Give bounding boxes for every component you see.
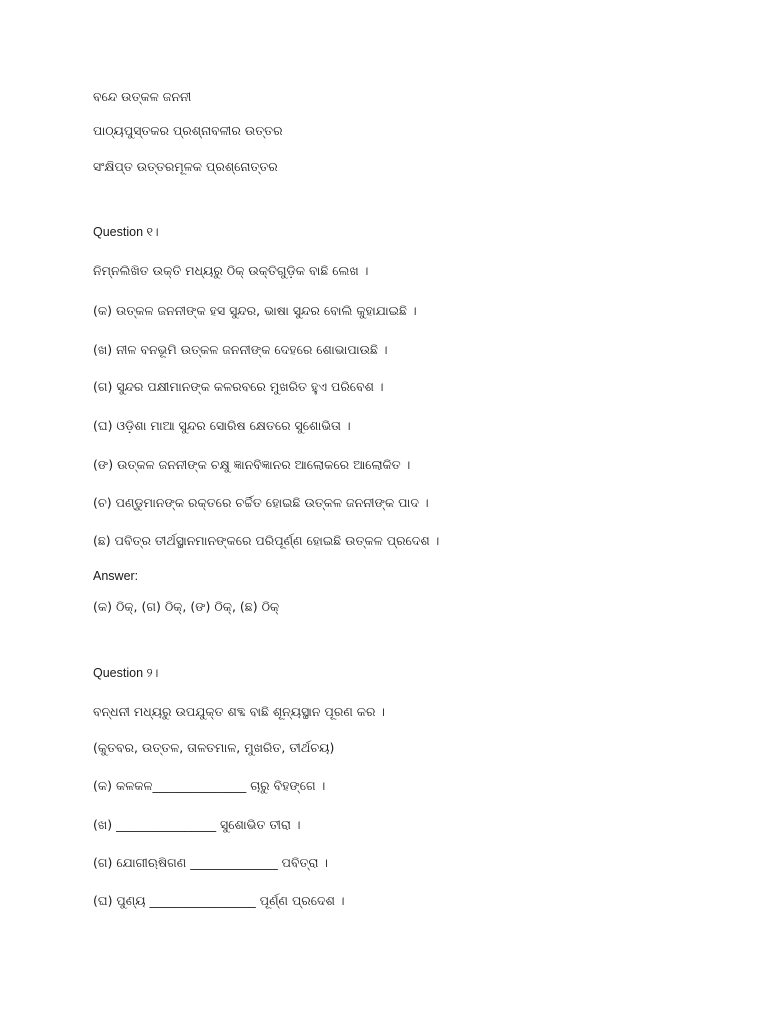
question-1-answer-label: Answer:	[93, 569, 139, 583]
question-2-instruction: ବନ୍ଧନୀ ମଧ୍ୟରୁ ଉପଯୁକ୍ତ ଶବ୍ଦ ବାଛି ଶୂନ୍ୟସ୍ଥାନ ପୂରଣ କର ।	[93, 704, 386, 719]
question-1-option-cha: (ଚ) ପଣ୍ଡୁମାନଙ୍କ ରକ୍ତରେ ଚର୍ଚ୍ଚିତ ହୋଇଛି ଉତ୍କଳ ଜନନୀଙ୍କ ପାଦ ।	[93, 495, 429, 510]
question-1-option-ga: (ଗ) ସୁନ୍ଦର ପକ୍ଷୀମାନଙ୍କ କଳରବରେ ମୁଖରିତ ହୁଏ ପରିବେଶ ।	[93, 379, 384, 394]
question-1-instruction: ନିମ୍ନଲିଖିତ ଉକ୍ତି ମଧ୍ୟରୁ ଠିକ୍ ଉକ୍ତିଗୁଡ଼ିକ ବାଛି ଲେଖ ।	[93, 263, 369, 278]
question-1-option-gha: (ଘ) ଓଡ଼ିଶା ମାଆ ସୁନ୍ଦର ସୋରିଷ କ୍ଷେତରେ ସୁଶୋଭିତା ।	[93, 418, 351, 433]
question-2-blank-ka: (କ) କଳକଳ_______________ ଚାରୁ ବିହଙ୍ଗେ ।	[93, 778, 326, 793]
question-1-option-chha: (ଛ) ପବିତ୍ର ତୀର୍ଥସ୍ଥାନମାନଙ୍କରେ ପରିପୂର୍ଣ୍ଣ ହୋଇଛି ଉତ୍କଳ ପ୍ରଦେଶ ।	[93, 533, 440, 548]
question-1-label: Question ୧।	[93, 225, 159, 239]
question-2-blank-gha: (ଘ) ପୁଣ୍ୟ _________________ ପୂର୍ଣ୍ଣ ପ୍ରଦେଶ ।	[93, 893, 345, 908]
question-1-answer: (କ) ଠିକ୍, (ଗ) ଠିକ୍, (ଙ) ଠିକ୍, (ଛ) ଠିକ୍	[93, 599, 280, 614]
question-2-blank-kha: (ଖ) ________________ ସୁଶୋଭିତ ତୀରା ।	[93, 817, 301, 832]
question-2-label: Question ୨।	[93, 666, 159, 680]
question-1-option-kha: (ଖ) ନୀଳ ବନଭୂମି ଉତ୍କଳ ଜନନୀଙ୍କ ଦେହରେ ଶୋଭାପାଉଛି ।	[93, 342, 388, 357]
poem-title: ବନ୍ଦେ ଉତ୍କଳ ଜନନୀ	[93, 89, 192, 104]
question-1-option-ka: (କ) ଉତ୍କଳ ଜନନୀଙ୍କ ହସ ସୁନ୍ଦର, ଭାଷା ସୁନ୍ଦର ବୋଲି କୁହାଯାଇଛି ।	[93, 303, 417, 318]
section-heading: ସଂକ୍ଷିପ୍ତ ଉତ୍ତରମୂଳକ ପ୍ରଶ୍ନୋତ୍ତର	[93, 159, 278, 174]
question-2-blank-ga: (ଗ) ଯୋଗୀଋଷିଗଣ ______________ ପବିତ୍ରା ।	[93, 855, 328, 870]
question-2-word-choices: (କୁତବର, ଉତ୍ତଳ, ତାଳତମାଳ, ମୁଖରିତ, ତୀର୍ଥଚୟ)	[93, 740, 335, 755]
question-1-option-nga: (ଙ) ଉତ୍କଳ ଜନନୀଙ୍କ ଚକ୍ଷୁ ଜ୍ଞାନବିଜ୍ଞାନର ଆଲୋକରେ ଆଲୋକିତ ।	[93, 457, 411, 472]
textbook-subtitle: ପାଠ୍ୟପୁସ୍ତକର ପ୍ରଶ୍ନାବଳୀର ଉତ୍ତର	[93, 123, 283, 138]
